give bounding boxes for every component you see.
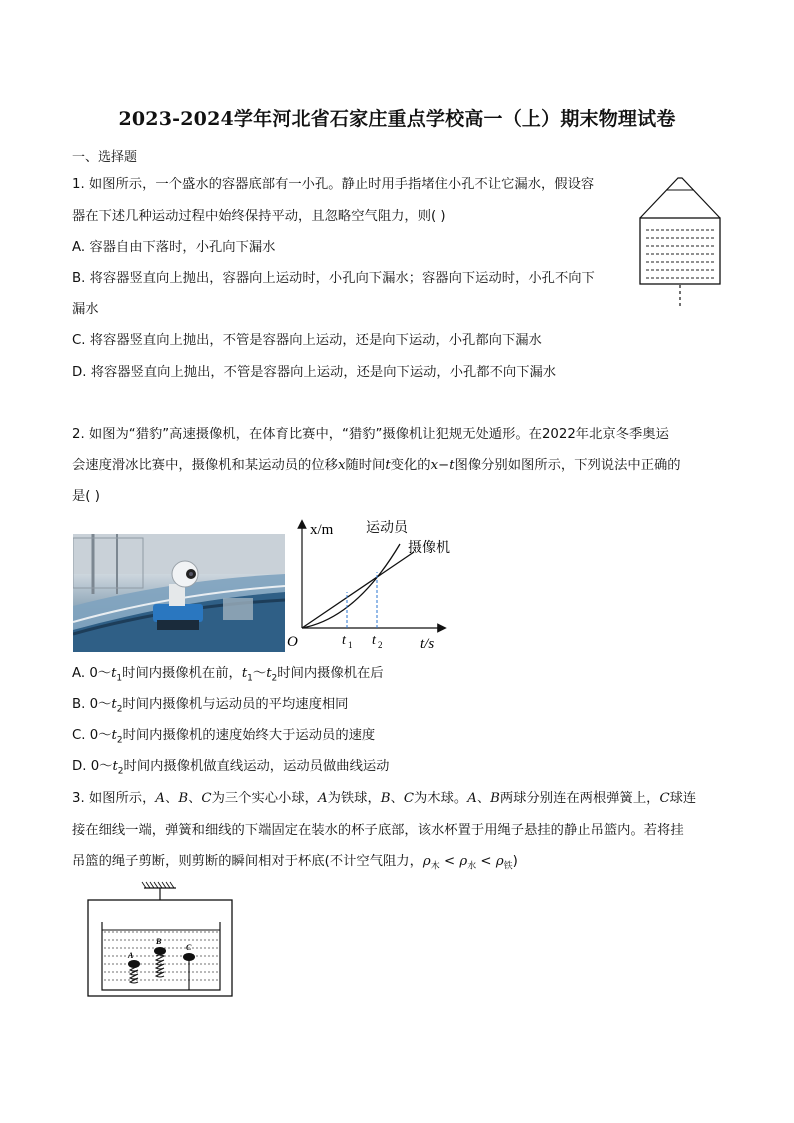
- q3-text: 为三个实心小球，: [211, 791, 318, 806]
- less-than: <: [439, 854, 460, 869]
- q2-option-b: [72, 696, 348, 719]
- var-t: t: [111, 666, 117, 681]
- q1-option-a: A. 容器自由下落时，小孔向下漏水: [72, 240, 276, 255]
- q3-text: 、: [390, 791, 404, 806]
- var-t: t: [112, 759, 118, 774]
- q3-text: 为铁球，: [327, 791, 381, 806]
- less-than: <: [476, 854, 496, 869]
- var-B: B: [380, 791, 391, 806]
- camera-photo: [73, 534, 285, 652]
- opt-text: A. 0～: [72, 666, 112, 681]
- var-C: C: [659, 791, 670, 806]
- q1-stem-line1: 1. 如图所示，一个盛水的容器底部有一小孔。静止时用手指堵住小孔不让它漏水，假设容: [72, 177, 595, 192]
- q2-stem-line1: 2. 如图为“猎豹”高速摄像机，在体育比赛中，“猎豹”摄像机让犯规无处遁形。在2022年北京冬季奥运: [72, 427, 669, 442]
- subscript: 2: [117, 766, 124, 777]
- q3-text: 为木球。: [414, 791, 468, 806]
- x-axis-label: t/s: [420, 636, 435, 652]
- var-t: t: [111, 728, 117, 743]
- var-x: x: [337, 458, 346, 473]
- q1-option-c: C. 将容器竖直向上抛出，不管是容器向上运动，还是向下运动，小孔都向下漏水: [72, 333, 542, 348]
- opt-text: C. 0～: [72, 728, 112, 743]
- var-A: A: [155, 791, 166, 806]
- q2-option-d: [72, 758, 389, 781]
- q3-text: 、: [188, 791, 202, 806]
- rho-symbol: ρ: [422, 854, 431, 869]
- xt-graph: [284, 514, 454, 656]
- ball-b-label: B: [156, 937, 162, 946]
- opt-text: 时间内摄像机在前，: [122, 666, 242, 681]
- q3-stem-line3: [72, 853, 518, 876]
- q3-text: 球连: [669, 791, 697, 806]
- q2-text-part: 变化的: [390, 458, 431, 473]
- q3-text: 、: [476, 791, 491, 806]
- opt-text: 时间内摄像机的速度始终大于运动员的速度: [122, 728, 376, 743]
- q2-stem-line3: 是( ): [72, 489, 100, 504]
- q1-option-d: D. 将容器竖直向上抛出，不管是容器向上运动，还是向下运动，小孔都不向下漏水: [72, 365, 557, 380]
- q3-text: 3. 如图所示，: [72, 791, 156, 806]
- var-xt: x−t: [430, 458, 455, 473]
- basket-figure: [84, 880, 240, 998]
- var-t: t: [266, 666, 272, 681]
- ball-a-label: A: [128, 951, 134, 960]
- ball-c-label: C: [186, 943, 192, 952]
- var-C: C: [201, 791, 212, 806]
- camera-label: 摄像机: [408, 540, 450, 556]
- q1-option-b-line1: B. 将容器竖直向上抛出，容器向上运动时，小孔向下漏水；容器向下运动时，小孔不向下: [72, 271, 595, 286]
- y-axis-label: x/m: [310, 522, 334, 538]
- opt-text: 时间内摄像机在后: [277, 666, 384, 681]
- camera-line: [302, 552, 414, 628]
- q2-text-part: 随时间: [345, 458, 386, 473]
- q2-text-part: 会速度滑冰比赛中，摄像机和某运动员的位移: [72, 458, 338, 473]
- subscript: 2: [116, 704, 123, 715]
- var-A: A: [317, 791, 328, 806]
- opt-text: 时间内摄像机与运动员的平均速度相同: [122, 697, 349, 712]
- var-t: t: [241, 666, 248, 681]
- athlete-label: 运动员: [366, 520, 408, 536]
- var-t: t: [385, 458, 391, 473]
- opt-text: D. 0～: [72, 759, 113, 774]
- q1-option-b-line2: 漏水: [72, 302, 99, 317]
- subscript: 2: [116, 735, 123, 746]
- q2-option-c: [72, 727, 375, 750]
- var-B: B: [490, 791, 500, 806]
- t1-subscript: 1: [348, 640, 353, 650]
- subscript: 1: [116, 673, 123, 684]
- q2-stem-line2: [72, 457, 681, 475]
- q3-text: 、: [165, 791, 179, 806]
- rho-symbol: ρ: [495, 854, 504, 869]
- subscript: 铁: [503, 861, 513, 872]
- q2-text-part: 图像分别如图所示，下列说法中正确的: [454, 458, 681, 473]
- page-title: 2023-2024学年河北省石家庄重点学校高一（上）期末物理试卷: [118, 108, 676, 130]
- q3-text: 两球分别连在两根弹簧上，: [499, 791, 660, 806]
- opt-text: B. 0～: [72, 697, 112, 712]
- var-B: B: [178, 791, 189, 806]
- athlete-curve: [302, 544, 400, 628]
- q3-stem-line1: [72, 790, 696, 808]
- t2-label: t: [372, 633, 376, 648]
- container-figure: [632, 172, 728, 312]
- opt-text: 时间内摄像机做直线运动，运动员做曲线运动: [123, 759, 390, 774]
- subscript: 2: [271, 673, 278, 684]
- q3-stem-line2: 接在细线一端，弹簧和细线的下端固定在装水的杯子底部，该水杯置于用绳子悬挂的静止吊篮内。若将挂: [72, 823, 684, 838]
- rho-symbol: ρ: [459, 854, 468, 869]
- q2-option-a: [72, 665, 384, 688]
- q3-text: 吊篮的绳子剪断，则剪断的瞬间相对于杯底(不计空气阻力，: [72, 854, 423, 869]
- subscript: 水: [467, 861, 477, 872]
- section-heading: 一、选择题: [72, 150, 138, 165]
- q3-text: ): [512, 854, 518, 869]
- opt-text: ～: [252, 666, 267, 681]
- t2-subscript: 2: [378, 640, 383, 650]
- q1-stem-line2: 器在下述几种运动过程中始终保持平动，且忽略空气阻力，则( ): [72, 209, 446, 224]
- subscript: 1: [247, 673, 253, 684]
- var-t: t: [111, 697, 117, 712]
- origin-label: O: [287, 634, 298, 650]
- var-C: C: [403, 791, 415, 806]
- t1-label: t: [342, 633, 346, 648]
- var-A: A: [467, 791, 477, 806]
- subscript: 木: [430, 861, 440, 872]
